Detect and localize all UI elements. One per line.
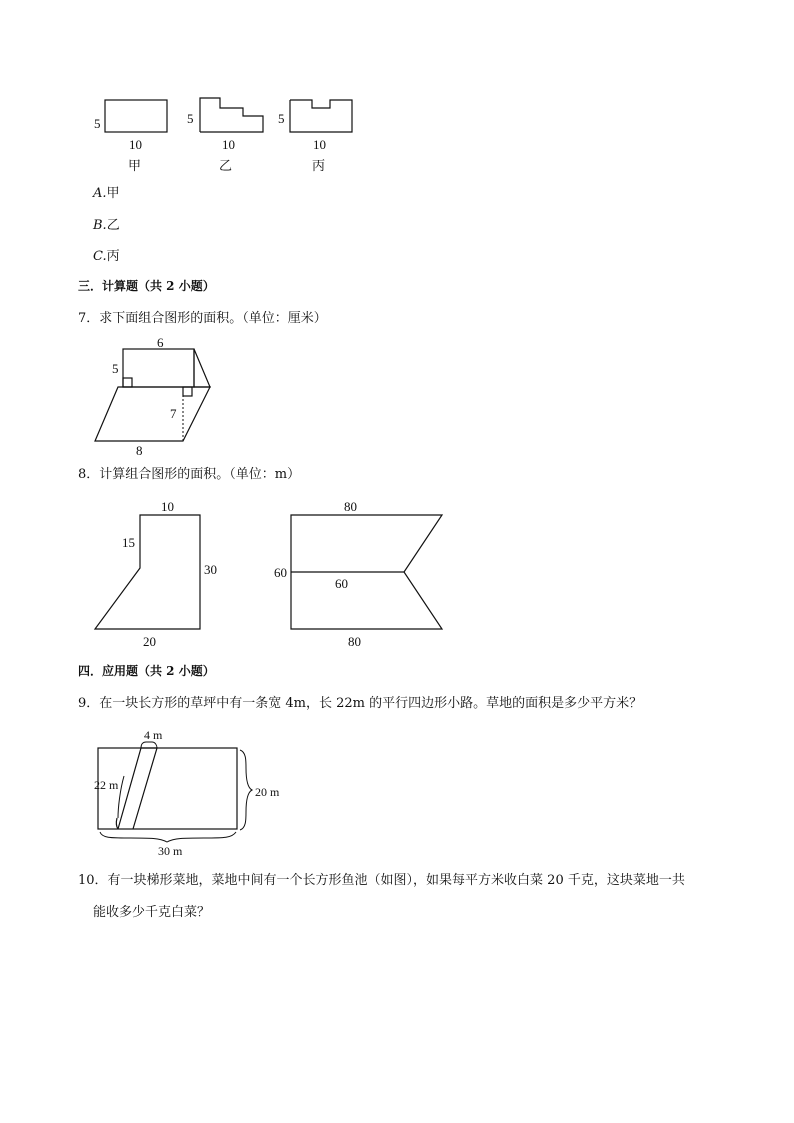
q9-label-length: 30 m (158, 844, 183, 858)
q6-yi-side: 5 (187, 111, 194, 126)
q6-jia-side: 5 (94, 116, 101, 131)
q9-label-width: 4 m (144, 728, 163, 742)
q8-fig1-left: 15 (122, 535, 135, 550)
q6-jia-name: 甲 (128, 159, 142, 174)
q9-label-height: 20 m (255, 785, 280, 799)
q8-fig1-top: 10 (161, 499, 174, 514)
section-3-title: 三．计算题（共 2 小题） (78, 279, 215, 293)
q10-line2: 能收多少千克白菜？ (93, 905, 211, 920)
q8-fig2-left: 60 (274, 565, 287, 580)
q8-fig1-bottom: 20 (143, 634, 156, 649)
q7-label-height: 7 (170, 406, 177, 421)
q7-label-left: 5 (112, 361, 119, 376)
q8-fig1-right: 30 (204, 562, 217, 577)
q8-fig2-middle: 60 (335, 576, 348, 591)
q6-bing-base: 10 (313, 137, 326, 152)
q9-text: 9．在一块长方形的草坪中有一条宽 4m，长 22m 的平行四边形小路。草地的面积是多少平方米？ (78, 696, 643, 711)
option-text: 丙 (106, 249, 120, 264)
q7-text: 7．求下面组合图形的面积。（单位：厘米） (78, 311, 327, 326)
q7-label-bottom: 8 (136, 443, 143, 458)
q8-text-content: 8．计算组合图形的面积。（单位：m） (78, 467, 301, 482)
q10-line1: 10．有一块梯形菜地，菜地中间有一个长方形鱼池（如图），如果每平方米收白菜 20 千克，这块菜地一共 (78, 873, 685, 888)
option-letter: A. (93, 186, 107, 201)
q6-yi-name: 乙 (219, 159, 233, 174)
q9-label-side: 22 m (94, 778, 119, 792)
option-text: 甲 (106, 186, 120, 201)
section-4-title: 四．应用题（共 2 小题） (78, 664, 215, 678)
q8-fig2-top: 80 (344, 499, 357, 514)
option-text: 乙 (106, 218, 120, 233)
q6-jia-base: 10 (129, 137, 142, 152)
option-letter: C. (93, 249, 107, 264)
q6-bing-name: 丙 (312, 159, 326, 174)
q8-fig2-bottom: 80 (348, 634, 361, 649)
option-letter: B. (93, 218, 107, 233)
q6-yi-base: 10 (222, 137, 235, 152)
q6-bing-side: 5 (278, 111, 285, 126)
q7-label-top: 6 (157, 335, 164, 350)
